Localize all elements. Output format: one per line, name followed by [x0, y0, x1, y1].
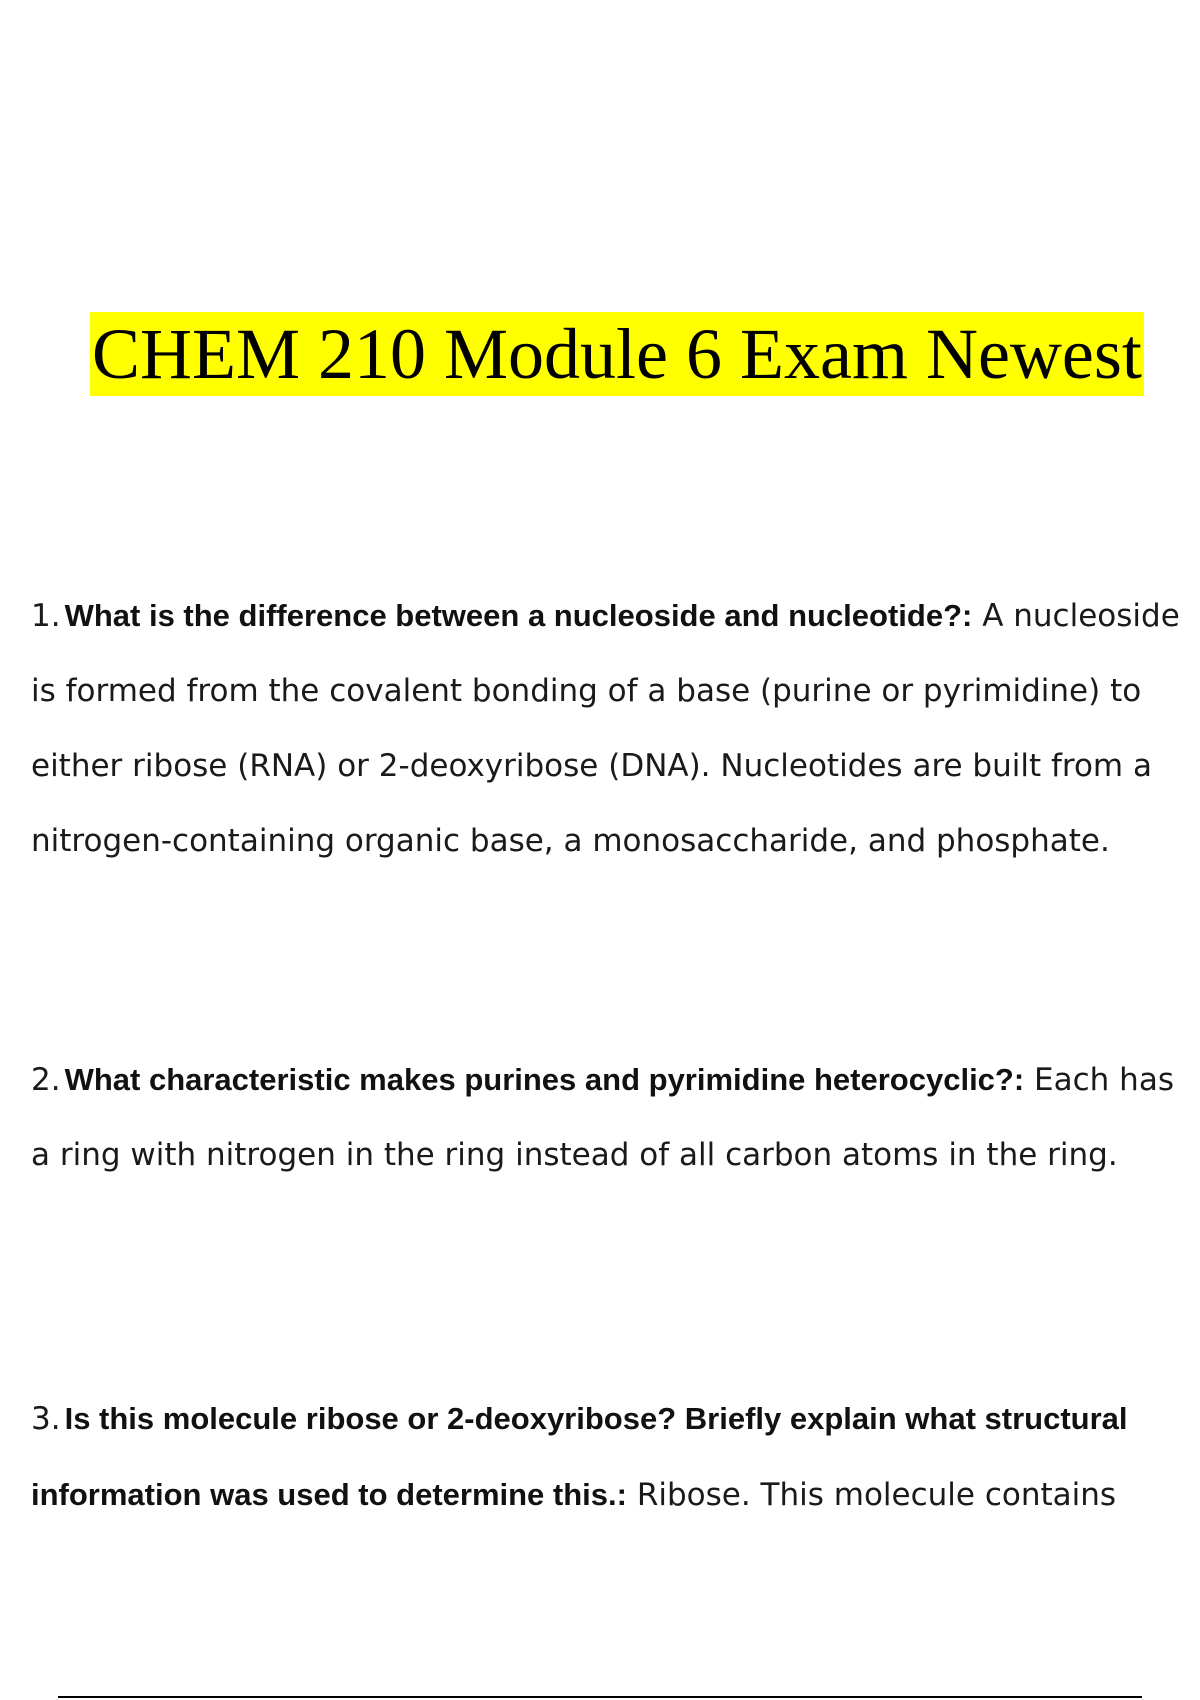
- question-text: What is the difference between a nucleoside and nucleotide?:: [64, 598, 973, 633]
- answer-text: Each has a ring with nitrogen in the ring instead of all carbon atoms in the ring.: [31, 1062, 1174, 1173]
- page-bottom-divider: [58, 1696, 1142, 1698]
- question-item-3: [31, 1381, 1181, 1533]
- document-title: CHEM 210 Module 6 Exam Newest: [92, 314, 1142, 394]
- question-number: 3.: [31, 1401, 61, 1437]
- question-number: 1.: [31, 598, 61, 634]
- question-number: 2.: [31, 1062, 61, 1098]
- question-text: Is this molecule ribose or 2-deoxyribose? Briefly explain what structural information was used to determine this.:: [31, 1401, 1128, 1512]
- answer-text: Ribose. This molecule contains: [636, 1477, 1117, 1513]
- question-item-2: [31, 1042, 1181, 1193]
- question-item-1: [31, 578, 1181, 879]
- question-text: What characteristic makes purines and pyrimidine heterocyclic?:: [64, 1062, 1025, 1097]
- answer-text: A nucleoside is formed from the covalent bonding of a base (purine or pyrimidine) to either ribose (RNA) or 2-deoxyribose (DNA). Nucleotides are built from a nitrogen-containing organic base, a monosaccharide, and phosphate.: [31, 598, 1180, 859]
